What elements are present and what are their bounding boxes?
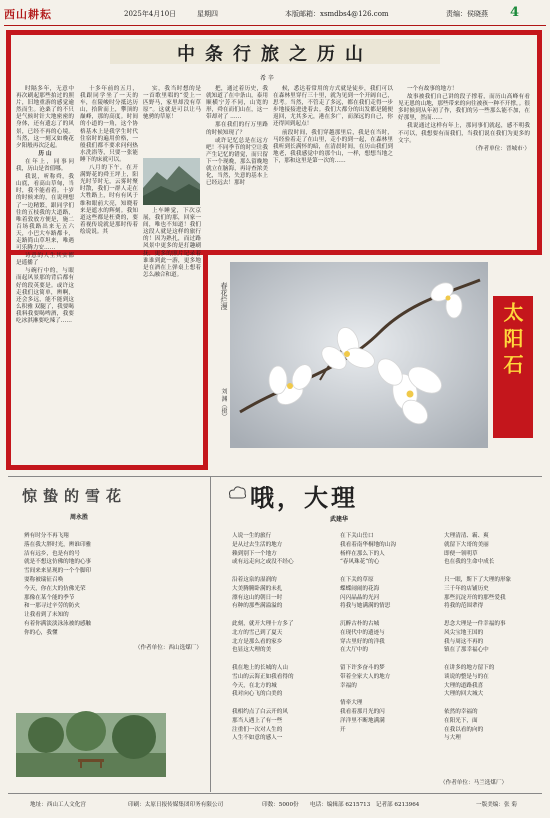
paragraph: 实，我当时想的是一首歌里唱的“爱上一匹野马，家里却没有草原”。这就是可以让马驰骋的草原！ — [143, 86, 201, 121]
poem-line: 将我的范围辈得 — [444, 603, 484, 610]
poem-line: 依然的幸福的 — [444, 708, 478, 715]
poem-line: 人说一生的旅行 — [232, 533, 272, 539]
poem-line: 和一那寻过辛劳的防火 — [24, 603, 80, 610]
poem-line: 情牵大理 — [340, 700, 363, 707]
poem-signature: （作者单位：西山选煤厂） — [134, 644, 202, 651]
poem-line: 只一眼，斯下了大理的形象 — [444, 576, 512, 583]
responsible-editor: 责编：侯晓燕 — [446, 10, 488, 18]
poem-line: 我相约点了白云开的风 — [232, 708, 288, 715]
poem-line: 风尖宝地王国的 — [444, 629, 484, 636]
poem-line: 注重们一次对人生的 — [232, 726, 283, 733]
poem-line: 也在我的生命中成长 — [444, 559, 495, 566]
article-author: 希 辛 — [260, 75, 274, 82]
poem-dali-col-3 — [444, 532, 540, 772]
poem-line — [444, 567, 540, 576]
flower-photo — [230, 262, 488, 448]
poem-line — [232, 655, 328, 664]
poem-line: 今天，在北方的城 — [232, 682, 277, 689]
article-column-5 — [273, 86, 393, 246]
mountain-photo — [143, 158, 200, 205]
poem-line: 落在我大胖时光，辨谁印雅 — [24, 541, 92, 548]
paragraph: 我说，听称舜，我山底，看高山草甸，当时，我不能看着。十岁的时候来的，在说理想了一边精繁，跟同学们往的五枝我的大道路，唯着敦放方便是，施二百场我路出来无五六天，小巴大车路都卡，走路简山草坦来，唯遇可乐腾力安…… — [16, 174, 74, 252]
photo-title: 春花烂漫 — [220, 282, 228, 310]
poem-dali-col-1 — [232, 532, 328, 788]
poem-line — [444, 699, 540, 708]
cloud-icon — [226, 482, 248, 504]
poem-line: 人生不如意的感人一 — [232, 735, 283, 742]
poem-line — [340, 611, 432, 620]
poem-line: 雪间来来显现的一个个脚印 — [24, 568, 92, 575]
poem-body — [24, 532, 202, 652]
poem-line: 在下关山岳口 — [340, 533, 374, 539]
footer-run: 印数：5000份 — [262, 802, 299, 808]
poem-line: 大理清清、霸、爽 — [444, 533, 489, 539]
poem-line: 谈说的整是与的在 — [444, 673, 489, 680]
poem-line — [232, 567, 328, 576]
poem-line: 在大厅中的 — [340, 647, 368, 654]
footer-designer: 一版美编：张 菊 — [476, 802, 517, 808]
paragraph: 候，悉达着常用的方式就是徒步，我们可以在森林里穿行三十里，就为见到一个开阔自己，思考。当然，不管走了多远，都在我们走得一步步地接接进进着去。我们大都分的出发都是随便返回，尤其多元，港在多广，而深远的自己，你还得回到起点！ — [273, 86, 393, 128]
paragraph: 与碗行中的，与眼而起风景那的背后都有好的段英要是。或许这走我们这简单，辨啊，还会多远，能不能到这么积雅 双腿了，我要喝我料我要喝啤酒，我要吃冰淇淋要吃辣了…… — [16, 268, 74, 324]
poem-line: 也显这大理的美 — [232, 647, 272, 654]
poem-line: 那些沉淀开的的那些爱我 — [444, 594, 506, 601]
poem-line — [340, 690, 432, 699]
poem-line: “春风珠花“的心 — [340, 559, 380, 566]
poem-line: 就留下大哥的美丽 — [444, 541, 489, 548]
poem-line: 穿古里好的的洋我 — [340, 638, 385, 645]
poem-line: 即便一领明草 — [444, 550, 478, 557]
section-divider — [8, 476, 542, 477]
poem-line: 在下关的草原 — [340, 576, 374, 583]
poem-line: 在我以看的向的 — [444, 726, 484, 733]
poem-line — [444, 655, 540, 664]
poem-line: 我看着那月光的闪 — [340, 708, 385, 715]
poem-dali-signature: （作者单位：马兰选煤厂） — [440, 780, 508, 786]
poem-line: 就是不想这仿佛的地的心事 — [24, 559, 92, 566]
article-column-3b — [143, 208, 201, 278]
page-number: 4 — [510, 5, 520, 20]
section-heading: 历 山 — [38, 150, 52, 157]
paragraph: 故事被我们自己讲的段子撑着，而历山高峰有看见无恩的山地，那些带来的向往被孩一种不开撑，。很多时候到从年初了作，我们的另一些那么能不加，在好那里，然而…… — [398, 94, 530, 122]
header-rule — [4, 25, 546, 26]
poem-line: 闪闪晶晶的光河 — [340, 594, 380, 601]
article-signature: （作者单位：晋城市·） — [472, 145, 530, 152]
paragraph: 或许记忆总是在远方吧！不同季节的时空让我产生记忆的错觉，而只留下一个现晚，那么留晚地就立在脑海，再诗查浓美化，当然，失意的基本上已经远去！那时 — [206, 137, 268, 187]
photographer: 刘 渊（摄） — [220, 388, 227, 420]
poem-author: 周永胜 — [70, 514, 89, 521]
poem-line: 三千年的店铺历史 — [444, 585, 489, 592]
poem-line: 或有远走向之或没不经心 — [232, 559, 294, 566]
paragraph: 把，通过着历史，我就知道了在中条山，泰用顺横宁芳不同，山宽的形，舜在而们山在，这一带却对了 …… — [206, 86, 268, 121]
poem-line: 将我与她满满的情思 — [340, 603, 391, 610]
poem-line: 大理的回大城大 — [444, 691, 484, 698]
paragraph: 时隔多年，无意中再次刷起那些拍过的照片，旧地重游的感觉逾然而生。沧桑了的不只是气候时针大地密密的身体，还有遗忘了的风景，已经不再的心境。当然，这一刻又如晚花夕阳般再次泛起。 — [16, 86, 74, 149]
poem-line: 有着你满淡淡泳泳被的感触 — [24, 620, 92, 627]
footer-printer: 印刷：太原日报传媒集团印务有限公司 — [128, 802, 224, 808]
editor-email: 本版邮箱：xsmdbs4@126.com — [285, 10, 389, 18]
poem-line: 在讲多的地方留下的 — [444, 664, 495, 671]
poem-dali-col-2 — [340, 532, 432, 788]
poem-line: 与大理 — [444, 735, 461, 742]
poem-line: 蝶蝶闹闹的花海 — [340, 585, 380, 592]
article-column-2 — [80, 86, 138, 466]
poem-line: 思念大理是一件幸福的事 — [444, 620, 506, 627]
poem-line — [340, 655, 432, 664]
poem-line: 让我看到了未知的 — [24, 612, 69, 619]
article-column-3 — [143, 86, 201, 156]
column-banner-text: 太阳石 — [500, 302, 524, 380]
poem-title-dali: 哦，大理 — [250, 483, 358, 512]
poem-author-dali: 武建华 — [330, 516, 349, 523]
poem-line: 漂有这山的朝日一时 — [232, 594, 283, 601]
paragraph: 一个有故事的地方！ — [406, 86, 458, 92]
poem-line: 沿着这泉的湿润的 — [232, 576, 277, 583]
poem-line: 我对向心飞的白美的 — [232, 691, 283, 698]
poem-line: 那像在某个能的季节 — [24, 594, 75, 601]
poem-line: 赖到别下一个地方 — [232, 550, 277, 557]
poem-line: 有种的那些满溢溢的 — [232, 603, 283, 610]
poem-line: 我在地上的长城的人山 — [232, 664, 288, 671]
paragraph: 诗意的人生其实都是遥播了 — [16, 253, 74, 267]
poem-line: 北方是那么看的家乡 — [232, 638, 283, 645]
poem-line — [444, 611, 540, 620]
paragraph: 十多年前的五月，我跟同学坐了一天的车，在陵峻时分抵达历山，拾阶而上，攀顶的巅峰，那的高度。时间的小道的一角，这个协格基木上是我学生时代住宿时的遍用价格，一般我们都不要求问何热水洗浴等，只要一张能睡下的床就可以。 — [80, 86, 138, 163]
article-column-4 — [206, 86, 268, 246]
poem-line: 沉醉古朴的古城 — [340, 620, 380, 627]
poem-line: 杨样在那么下的人 — [340, 550, 385, 557]
poem-line: 大美腾腾卧满的未扎 — [232, 585, 283, 592]
poem-line: 你的心，我懂 — [24, 629, 58, 636]
poem-line — [232, 699, 328, 708]
paragraph: 八月的下午，在开满野花的舜王坪上，阳光时节时无，云雾时聚时散，我们一群人走在大牲路上，时有有风于维和眼前大亮，知晓着来是遮水的辉刻。我知道这些都是枉费的，要着视传说就是那时传着绘说说。其 — [80, 165, 138, 235]
poem-line: 我与周这不再的 — [444, 638, 484, 645]
poem-title: 惊蛰的雪花 — [22, 487, 128, 505]
poem-line: 开 — [340, 726, 346, 733]
masthead: 西山耕耘 — [4, 8, 52, 21]
poem-line: 此刻，就开大理十方多了 — [232, 620, 294, 627]
paragraph: 在年上，同事问我，历山是省值哪。 — [16, 158, 74, 173]
paragraph: 我说通过这样有年上，那同事们就起，感不明我不可以，我想要有而我们，当我们说在我们为更多的文字。 — [398, 123, 530, 144]
poem-line: 洋洋里不断地满满 — [340, 717, 385, 724]
poem-line: 是从过去生活的地方 — [232, 541, 283, 548]
poem-line: 今天，你在大的仿佛光荣 — [24, 585, 86, 592]
poem-line: 镇在了那幸福心中 — [444, 647, 489, 654]
paragraph: 上车睡觉，下次京展，我们的那，回家一间，唯也不知道！我们这段人就是这样的旅行的！因为熟扎，而过路风景中更多的是打趣刷抚，更多的照片记录着谁谁到此一游，更多地是在酒在上弹桌上想着怎么融合和道。 — [143, 208, 201, 278]
poem-line: 那当人遇上了有一些 — [232, 717, 283, 724]
footer-address: 地址：西山工人文化宫 — [30, 802, 86, 808]
poem-line: 洁有远乡，也是有的号 — [24, 550, 80, 557]
poem-line: 北方的雪己到了夏天 — [232, 629, 283, 636]
poem-line: 幸福的 — [340, 682, 357, 689]
poem-line: 雪山的云海正如我看得的 — [232, 673, 294, 680]
poem-line: 辨有时分不再飞翔 — [24, 533, 69, 539]
column-divider — [210, 476, 211, 792]
footer-divider — [8, 793, 542, 794]
poem-line: 留下许多奋斗的梦 — [340, 664, 385, 671]
paragraph: 前段时间，我们穿越那里后，我是在当时，马经验着走了在山里，走小的到一起，在森林里我听到长满怀的暗，在清晨时间，在历山我们到地老，我我感觉中的那个山，一样，想想当地之下，那和这里是第一次的…… — [273, 129, 393, 164]
park-photo — [16, 713, 166, 777]
article-title: 中条行旅之历山 — [177, 44, 373, 65]
issue-date: 2025年4月10日 — [124, 10, 177, 18]
poem-line: 大理的道路我喜 — [444, 682, 484, 689]
poem-line: 带着全家大人的地方 — [340, 673, 391, 680]
weekday: 星期四 — [197, 10, 218, 18]
poem-line — [340, 567, 432, 576]
footer-phone: 电话：编辑部 6215713 记者部 6213964 — [310, 802, 420, 808]
poem-line: 在阳光下，面 — [444, 717, 478, 724]
article-column-6 — [398, 86, 530, 246]
poem-line: 耍称被瑞征召唤 — [24, 576, 64, 583]
article-column-1 — [16, 86, 74, 466]
poem-line: 我看着南华桐地的山沟 — [340, 541, 396, 548]
poem-line — [232, 611, 328, 620]
poem-line: 在现代中的遗迹与 — [340, 629, 385, 636]
paragraph: 那在我们的行万里路的时候知现了？ — [206, 122, 268, 136]
